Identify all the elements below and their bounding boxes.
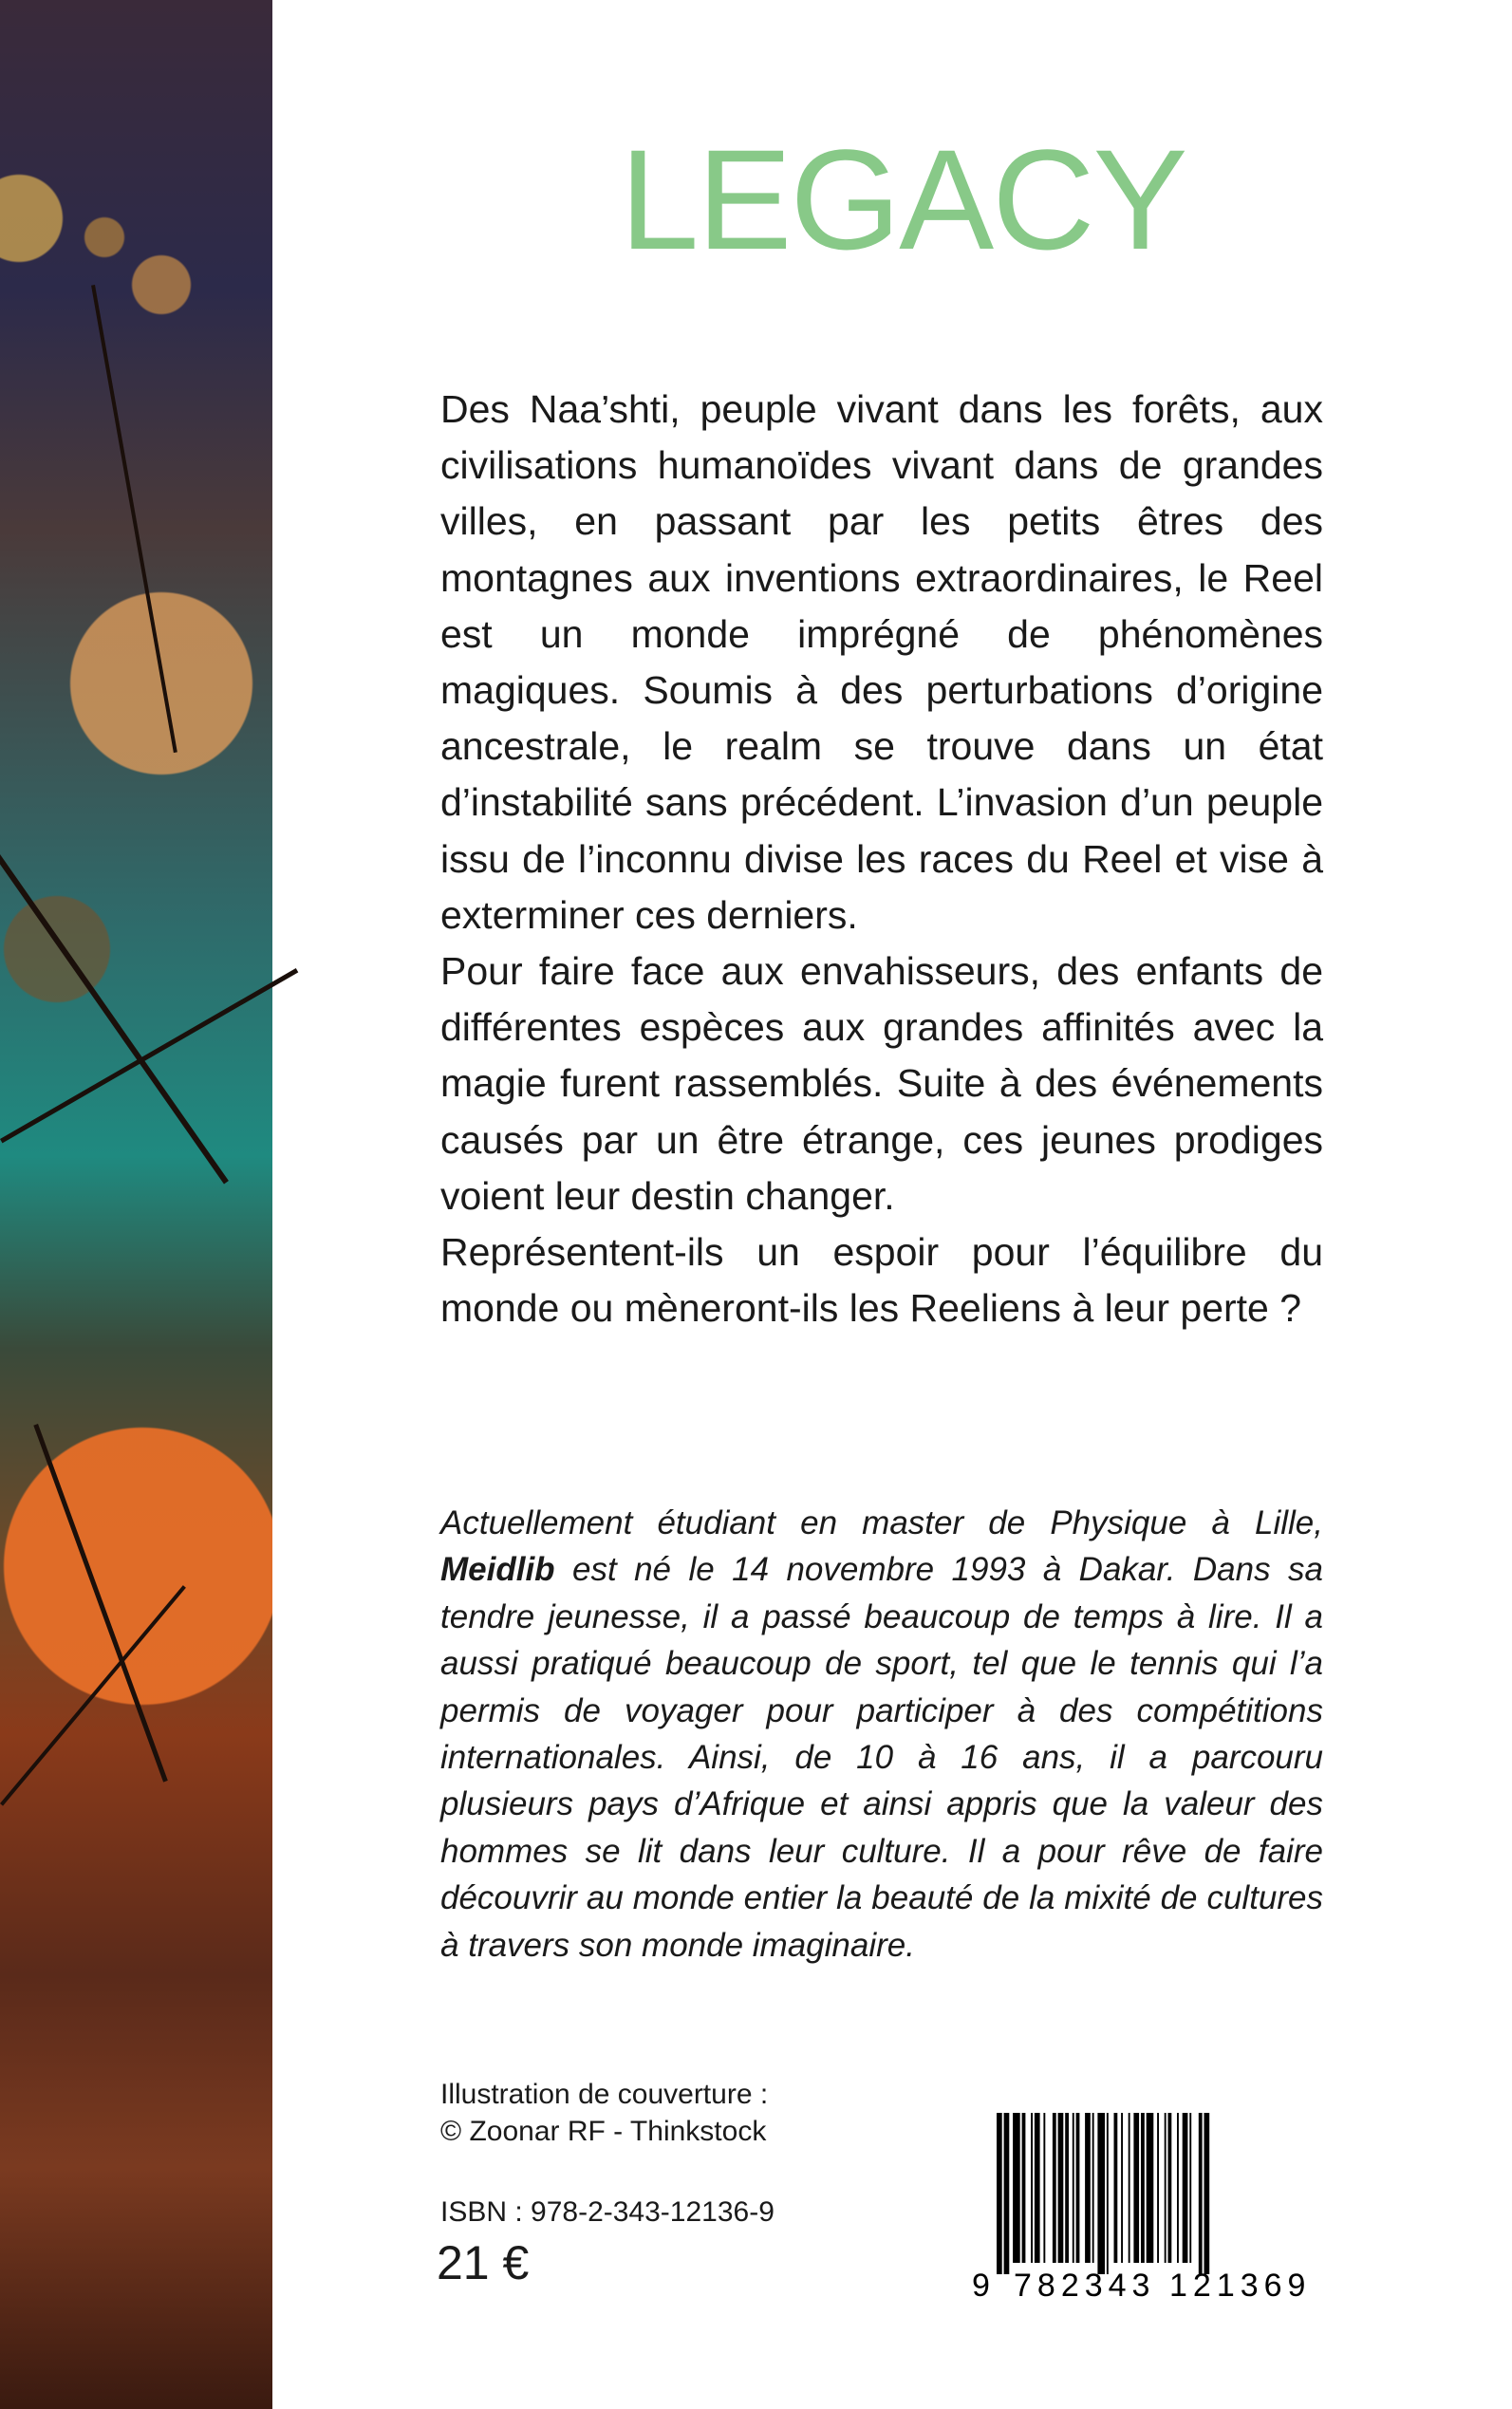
barcode-bar: [1013, 2113, 1020, 2263]
barcode-bar: [1058, 2113, 1064, 2263]
cover-illustration-strip: [0, 0, 272, 2409]
price: 21 €: [437, 2236, 530, 2289]
barcode-digit-first: 9: [972, 2268, 990, 2299]
barcode-bar: [997, 2113, 1002, 2274]
barcode-bar: [1065, 2113, 1069, 2263]
barcode: [959, 2109, 1329, 2299]
synopsis-paragraph: Des Naa’shti, peuple vivant dans les forêts, aux civilisations humanoïdes vivant dans de grandes villes, en passant par les petits êtres des montagnes aux inventions extraordinaires, le Reel est un monde imprégné de phénomènes magiques. Soumis à des perturbations d’origine ancestrale, le realm se trouve dans un état d’instabilité sans précédent. L’invasion d’un peuple issu de l’inconnu divise les races du Reel et vise à exterminer ces derniers.: [440, 387, 1323, 937]
bio-text: est né le 14 novembre 1993 à Dakar. Dans sa tendre jeunesse, il a passé beaucoup de temps à lire. Il a aussi pratiqué beaucoup de sport, tel que le tennis qui l’a permis de voyager pour participer à des compétitions internationales. Ainsi, de 10 à 16 ans, il a parcouru plusieurs pays d’Afrique et ainsi appris que la valeur des hommes se lit dans leur culture. Il a pour rêve de faire découvrir au monde entier la beauté de la mixité de cultures à travers son monde imaginaire.: [440, 1551, 1323, 1964]
barcode-bar: [1004, 2113, 1010, 2274]
barcode-bar: [1085, 2113, 1091, 2263]
barcode-bar: [1114, 2113, 1118, 2263]
synopsis-paragraph: Pour faire face aux envahisseurs, des enfants de différentes espèces aux grandes affinités avec la magie furent rassemblés. Suite à des événements causés par un être étrange, ces jeunes prodiges voient leur destin changer.: [440, 949, 1323, 1218]
barcode-bar: [1147, 2113, 1154, 2263]
barcode-bar: [1107, 2113, 1109, 2274]
book-title: LEGACY: [620, 120, 1186, 279]
barcode-digits-left: 782343: [1014, 2268, 1156, 2299]
credit-value: © Zoonar RF - Thinkstock: [440, 2116, 767, 2147]
barcode-bar: [1141, 2113, 1145, 2263]
synopsis-paragraph: Représentent-ils un espoir pour l’équilibre du monde ou mèneront-ils les Reeliens à leur perte ?: [440, 1230, 1323, 1331]
barcode-bar: [1133, 2113, 1139, 2263]
barcode-bar: [1022, 2113, 1026, 2263]
barcode-bar: [1157, 2113, 1159, 2263]
barcode-bar: [1035, 2113, 1040, 2263]
barcode-bar: [1189, 2113, 1191, 2263]
isbn: ISBN : 978-2-343-12136-9: [440, 2196, 775, 2228]
barcode-bar: [1129, 2113, 1130, 2263]
barcode-bar: [1053, 2113, 1056, 2263]
barcode-bar: [1177, 2113, 1179, 2263]
barcode-bar: [1165, 2113, 1167, 2263]
author-name: Meidlib: [440, 1551, 555, 1589]
credit-label: Illustration de couverture :: [440, 2079, 769, 2110]
barcode-bar: [1073, 2113, 1074, 2263]
bio-text: Actuellement étudiant en master de Physique à Lille,: [440, 1504, 1323, 1541]
barcode-digits-right: 121369: [1169, 2268, 1312, 2299]
barcode-bar: [1199, 2113, 1203, 2274]
barcode-bar: [1097, 2113, 1105, 2274]
barcode-bar: [1092, 2113, 1094, 2263]
barcode-bar: [1076, 2113, 1080, 2263]
author-bio: [440, 1500, 1323, 1969]
synopsis: [440, 382, 1323, 1336]
barcode-bar: [1121, 2113, 1123, 2263]
barcode-bar: [1183, 2113, 1188, 2263]
barcode-bar: [1043, 2113, 1045, 2263]
barcode-bar: [1168, 2113, 1172, 2263]
barcode-bar: [1031, 2113, 1033, 2263]
barcode-bar: [1204, 2113, 1210, 2274]
